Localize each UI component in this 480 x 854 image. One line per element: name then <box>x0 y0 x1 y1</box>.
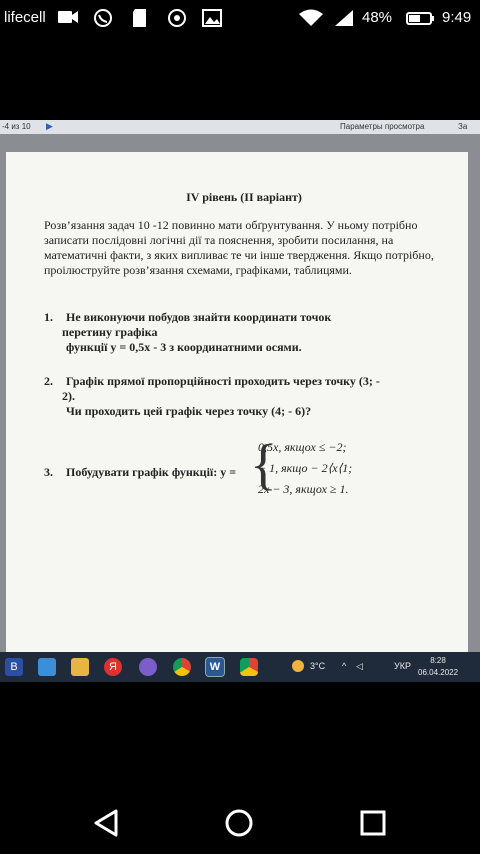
word-icon[interactable]: W <box>206 658 224 676</box>
task-2 <box>44 374 442 419</box>
wifi-icon <box>298 8 324 28</box>
weather-icon[interactable] <box>292 660 304 672</box>
page-indicator: -4 из 10 <box>2 122 31 131</box>
piecewise-function <box>250 434 353 503</box>
back-icon[interactable] <box>90 806 124 840</box>
language-indicator[interactable]: УКР <box>394 661 411 671</box>
sd-card-icon <box>131 8 149 28</box>
viber-icon <box>92 8 114 28</box>
mail-icon[interactable] <box>38 658 56 676</box>
battery-percentage: 48% <box>362 9 393 26</box>
taskbar-date: 06.04.2022 <box>418 668 459 677</box>
folder-icon[interactable] <box>71 658 89 676</box>
chevron-up-icon[interactable]: ^ <box>342 661 347 671</box>
yandex-icon[interactable]: Я <box>104 658 122 676</box>
task-text: перетину графіка <box>62 325 158 339</box>
battery-icon <box>406 8 436 28</box>
clock: 9:49 <box>442 9 472 26</box>
task-text: Побудувати графік функції: у = <box>66 465 237 479</box>
piecewise-case: 0,5x, якщох ≤ −2; <box>258 440 347 454</box>
signal-icon <box>333 8 355 28</box>
app-b-icon[interactable]: B <box>5 658 23 676</box>
task-text: 2). <box>62 389 75 403</box>
viewer-background <box>0 134 480 652</box>
recents-icon[interactable] <box>356 806 390 840</box>
windows-taskbar <box>0 652 480 682</box>
android-nav-bar <box>0 790 480 854</box>
viewer-toolbar <box>0 120 480 134</box>
task-number: 2. <box>44 374 53 388</box>
task-text: функції у = 0,5х - 3 з координатними осями. <box>66 340 302 354</box>
toolbar-right-label[interactable]: За <box>458 122 468 131</box>
volume-icon[interactable]: ◁ <box>356 661 363 671</box>
taskbar-time: 8:28 <box>430 656 446 665</box>
location-icon <box>166 8 188 28</box>
task-number: 3. <box>44 465 53 479</box>
task-1 <box>44 310 442 355</box>
video-camera-icon <box>57 8 79 26</box>
taskbar-clock[interactable] <box>418 655 458 679</box>
photo-content <box>0 120 480 682</box>
home-icon[interactable] <box>222 806 256 840</box>
weather-temp[interactable]: 3°C <box>310 661 326 671</box>
task-text: Чи проходить цей графік через точку (4; - 6)? <box>66 404 312 418</box>
status-bar <box>0 0 480 36</box>
next-page-icon[interactable]: ▶ <box>46 121 53 131</box>
brace-symbol: { <box>250 434 277 496</box>
task-3 <box>44 434 442 506</box>
image-icon <box>202 8 222 28</box>
doc-heading: IV рівень (II варіант) <box>186 190 302 204</box>
task-number: 1. <box>44 310 53 324</box>
viber-app-icon[interactable] <box>139 658 157 676</box>
piecewise-case: 2x − 3, якщох ≥ 1. <box>258 482 349 496</box>
task-text: Не виконуючи побудов знайти координати точок <box>66 310 332 324</box>
chrome-icon[interactable] <box>173 658 191 676</box>
doc-intro: Розв’язання задач 10 -12 повинно мати обґрунтування. У ньому потрібно записати послідовні логічні дії та пояснення, зробити посилання, на математичні факти, з яких випливає те чи інше твердження. Якщо потрібно, проілюструйте розв’язання схемами, графіками, таблицями. <box>44 218 434 277</box>
task-text: Графік прямої пропорційності проходить через точку (3; - <box>66 374 380 388</box>
carrier-name: lifecell <box>4 9 46 26</box>
document-page <box>6 152 468 660</box>
piecewise-case: − 1, якщо − 2⟨x⟨1; <box>258 461 353 475</box>
view-options[interactable]: Параметры просмотра <box>340 122 425 131</box>
chrome-app-icon[interactable] <box>240 658 258 676</box>
